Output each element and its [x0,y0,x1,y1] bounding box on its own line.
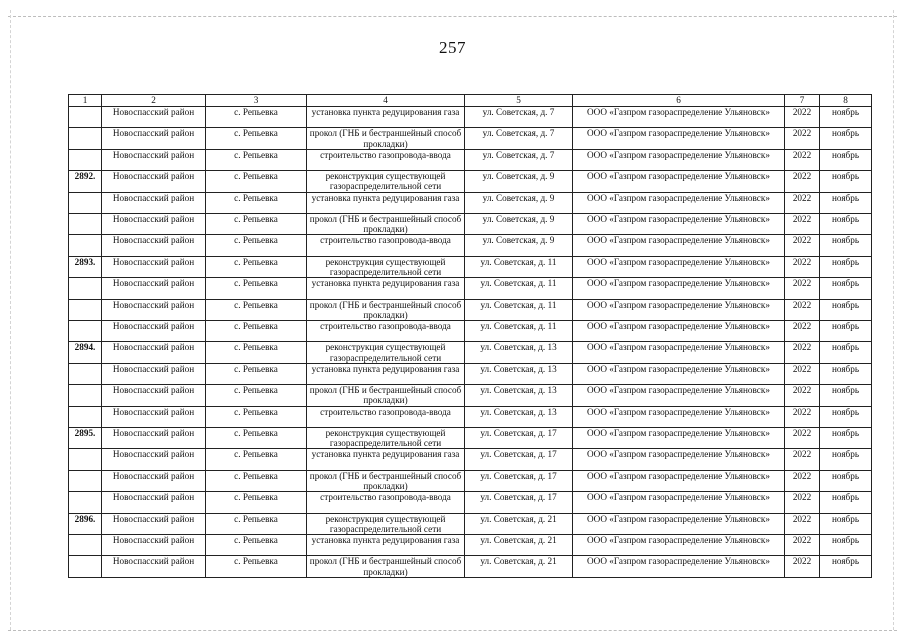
district-cell: Новоспасский район [102,192,206,213]
district-cell: Новоспасский район [102,449,206,470]
table-row [69,449,872,470]
district-cell: Новоспасский район [102,534,206,555]
settlement-cell: с. Репьевка [206,470,307,491]
work-type-cell: установка пункта редуцирования газа [307,363,465,384]
address-cell: ул. Советская, д. 21 [465,534,573,555]
month-cell: ноябрь [820,342,872,363]
organization-cell: ООО «Газпром газораспределение Ульяновск» [573,128,785,149]
work-type-cell: прокол (ГНБ и бестраншейный способ прокладки) [307,556,465,577]
work-type-cell: прокол (ГНБ и бестраншейный способ прокладки) [307,470,465,491]
table-row [69,149,872,170]
address-cell: ул. Советская, д. 11 [465,278,573,299]
row-number: 2896. [69,513,102,534]
year-cell: 2022 [785,427,820,448]
work-type-cell: установка пункта редуцирования газа [307,449,465,470]
month-cell: ноябрь [820,213,872,234]
table-row [69,342,872,363]
year-cell: 2022 [785,256,820,277]
year-cell: 2022 [785,556,820,577]
settlement-cell: с. Репьевка [206,213,307,234]
district-cell: Новоспасский район [102,406,206,427]
year-cell: 2022 [785,128,820,149]
table-row [69,320,872,341]
work-type-cell: строительство газопровода-ввода [307,235,465,256]
organization-cell: ООО «Газпром газораспределение Ульяновск» [573,320,785,341]
address-cell: ул. Советская, д. 13 [465,385,573,406]
organization-cell: ООО «Газпром газораспределение Ульяновск» [573,299,785,320]
settlement-cell: с. Репьевка [206,385,307,406]
table-row [69,534,872,555]
settlement-cell: с. Репьевка [206,342,307,363]
district-cell: Новоспасский район [102,171,206,192]
settlement-cell: с. Репьевка [206,192,307,213]
organization-cell: ООО «Газпром газораспределение Ульяновск» [573,385,785,406]
table-row [69,470,872,491]
address-cell: ул. Советская, д. 13 [465,406,573,427]
row-number: 2895. [69,427,102,448]
address-cell: ул. Советская, д. 11 [465,299,573,320]
settlement-cell: с. Репьевка [206,299,307,320]
settlement-cell: с. Репьевка [206,256,307,277]
page-number: 257 [439,38,466,57]
month-cell: ноябрь [820,513,872,534]
row-number [69,299,102,320]
organization-cell: ООО «Газпром газораспределение Ульяновск» [573,470,785,491]
row-number [69,235,102,256]
work-type-cell: реконструкция существующей газораспределительной сети [307,171,465,192]
district-cell: Новоспасский район [102,149,206,170]
settlement-cell: с. Репьевка [206,320,307,341]
month-cell: ноябрь [820,171,872,192]
row-number: 2892. [69,171,102,192]
work-type-cell: прокол (ГНБ и бестраншейный способ прокладки) [307,385,465,406]
year-cell: 2022 [785,320,820,341]
district-cell: Новоспасский район [102,492,206,513]
year-cell: 2022 [785,192,820,213]
organization-cell: ООО «Газпром газораспределение Ульяновск» [573,235,785,256]
district-cell: Новоспасский район [102,513,206,534]
year-cell: 2022 [785,470,820,491]
organization-cell: ООО «Газпром газораспределение Ульяновск» [573,213,785,234]
table-row [69,256,872,277]
row-number [69,213,102,234]
month-cell: ноябрь [820,128,872,149]
settlement-cell: с. Репьевка [206,235,307,256]
month-cell: ноябрь [820,278,872,299]
row-number [69,385,102,406]
work-type-cell: реконструкция существующей газораспределительной сети [307,427,465,448]
district-cell: Новоспасский район [102,128,206,149]
district-cell: Новоспасский район [102,342,206,363]
month-cell: ноябрь [820,192,872,213]
organization-cell: ООО «Газпром газораспределение Ульяновск» [573,149,785,170]
year-cell: 2022 [785,342,820,363]
month-cell: ноябрь [820,363,872,384]
district-cell: Новоспасский район [102,213,206,234]
settlement-cell: с. Репьевка [206,278,307,299]
year-cell: 2022 [785,235,820,256]
work-type-cell: прокол (ГНБ и бестраншейный способ прокладки) [307,299,465,320]
month-cell: ноябрь [820,320,872,341]
year-cell: 2022 [785,385,820,406]
year-cell: 2022 [785,534,820,555]
table-header-row [69,95,872,107]
address-cell: ул. Советская, д. 17 [465,449,573,470]
table-row [69,192,872,213]
organization-cell: ООО «Газпром газораспределение Ульяновск» [573,278,785,299]
settlement-cell: с. Репьевка [206,128,307,149]
settlement-cell: с. Репьевка [206,513,307,534]
table-row [69,427,872,448]
district-cell: Новоспасский район [102,278,206,299]
month-cell: ноябрь [820,556,872,577]
work-type-cell: установка пункта редуцирования газа [307,192,465,213]
row-number [69,470,102,491]
table-row [69,107,872,128]
row-number: 2894. [69,342,102,363]
address-cell: ул. Советская, д. 13 [465,342,573,363]
district-cell: Новоспасский район [102,235,206,256]
address-cell: ул. Советская, д. 9 [465,235,573,256]
organization-cell: ООО «Газпром газораспределение Ульяновск» [573,427,785,448]
month-cell: ноябрь [820,149,872,170]
settlement-cell: с. Репьевка [206,556,307,577]
row-number [69,192,102,213]
month-cell: ноябрь [820,299,872,320]
organization-cell: ООО «Газпром газораспределение Ульяновск» [573,556,785,577]
organization-cell: ООО «Газпром газораспределение Ульяновск» [573,513,785,534]
registry-table [68,94,872,578]
table-body [69,107,872,578]
month-cell: ноябрь [820,256,872,277]
organization-cell: ООО «Газпром газораспределение Ульяновск» [573,342,785,363]
month-cell: ноябрь [820,427,872,448]
row-number [69,278,102,299]
year-cell: 2022 [785,149,820,170]
district-cell: Новоспасский район [102,556,206,577]
column-header-4: 4 [307,95,465,107]
address-cell: ул. Советская, д. 9 [465,171,573,192]
column-header-8: 8 [820,95,872,107]
scan-edge-right [893,10,894,630]
column-header-6: 6 [573,95,785,107]
month-cell: ноябрь [820,449,872,470]
organization-cell: ООО «Газпром газораспределение Ульяновск» [573,171,785,192]
row-number [69,128,102,149]
year-cell: 2022 [785,213,820,234]
year-cell: 2022 [785,299,820,320]
year-cell: 2022 [785,171,820,192]
table-row [69,406,872,427]
settlement-cell: с. Репьевка [206,449,307,470]
address-cell: ул. Советская, д. 9 [465,192,573,213]
table-row [69,385,872,406]
settlement-cell: с. Репьевка [206,492,307,513]
organization-cell: ООО «Газпром газораспределение Ульяновск» [573,449,785,470]
row-number [69,556,102,577]
district-cell: Новоспасский район [102,299,206,320]
table-row [69,278,872,299]
organization-cell: ООО «Газпром газораспределение Ульяновск» [573,363,785,384]
scan-edge-bottom [8,630,897,631]
settlement-cell: с. Репьевка [206,427,307,448]
district-cell: Новоспасский район [102,256,206,277]
row-number [69,449,102,470]
year-cell: 2022 [785,449,820,470]
organization-cell: ООО «Газпром газораспределение Ульяновск» [573,107,785,128]
row-number [69,320,102,341]
table-row [69,213,872,234]
month-cell: ноябрь [820,534,872,555]
district-cell: Новоспасский район [102,363,206,384]
month-cell: ноябрь [820,385,872,406]
column-header-5: 5 [465,95,573,107]
organization-cell: ООО «Газпром газораспределение Ульяновск» [573,406,785,427]
settlement-cell: с. Репьевка [206,149,307,170]
column-header-2: 2 [102,95,206,107]
address-cell: ул. Советская, д. 9 [465,213,573,234]
table-row [69,363,872,384]
work-type-cell: прокол (ГНБ и бестраншейный способ прокладки) [307,213,465,234]
district-cell: Новоспасский район [102,427,206,448]
column-header-3: 3 [206,95,307,107]
year-cell: 2022 [785,513,820,534]
table-row [69,492,872,513]
address-cell: ул. Советская, д. 13 [465,363,573,384]
year-cell: 2022 [785,492,820,513]
month-cell: ноябрь [820,235,872,256]
row-number [69,363,102,384]
settlement-cell: с. Репьевка [206,534,307,555]
work-type-cell: установка пункта редуцирования газа [307,534,465,555]
table-row [69,299,872,320]
district-cell: Новоспасский район [102,320,206,341]
scan-edge-left [10,10,11,630]
district-cell: Новоспасский район [102,385,206,406]
address-cell: ул. Советская, д. 21 [465,513,573,534]
table-row [69,128,872,149]
address-cell: ул. Советская, д. 7 [465,107,573,128]
work-type-cell: строительство газопровода-ввода [307,492,465,513]
address-cell: ул. Советская, д. 21 [465,556,573,577]
organization-cell: ООО «Газпром газораспределение Ульяновск» [573,192,785,213]
work-type-cell: строительство газопровода-ввода [307,406,465,427]
month-cell: ноябрь [820,107,872,128]
address-cell: ул. Советская, д. 11 [465,320,573,341]
address-cell: ул. Советская, д. 7 [465,128,573,149]
organization-cell: ООО «Газпром газораспределение Ульяновск» [573,492,785,513]
year-cell: 2022 [785,278,820,299]
scan-edge-top [8,16,897,17]
district-cell: Новоспасский район [102,470,206,491]
settlement-cell: с. Репьевка [206,107,307,128]
address-cell: ул. Советская, д. 11 [465,256,573,277]
year-cell: 2022 [785,363,820,384]
settlement-cell: с. Репьевка [206,171,307,192]
work-type-cell: установка пункта редуцирования газа [307,107,465,128]
work-type-cell: реконструкция существующей газораспределительной сети [307,342,465,363]
row-number [69,149,102,170]
table-row [69,171,872,192]
month-cell: ноябрь [820,492,872,513]
row-number [69,534,102,555]
settlement-cell: с. Репьевка [206,406,307,427]
row-number [69,492,102,513]
column-header-1: 1 [69,95,102,107]
organization-cell: ООО «Газпром газораспределение Ульяновск» [573,256,785,277]
address-cell: ул. Советская, д. 7 [465,149,573,170]
work-type-cell: установка пункта редуцирования газа [307,278,465,299]
work-type-cell: строительство газопровода-ввода [307,149,465,170]
row-number [69,406,102,427]
table-row [69,235,872,256]
district-cell: Новоспасский район [102,107,206,128]
table-row [69,556,872,577]
row-number: 2893. [69,256,102,277]
month-cell: ноябрь [820,470,872,491]
year-cell: 2022 [785,406,820,427]
month-cell: ноябрь [820,406,872,427]
address-cell: ул. Советская, д. 17 [465,470,573,491]
settlement-cell: с. Репьевка [206,363,307,384]
column-header-7: 7 [785,95,820,107]
work-type-cell: прокол (ГНБ и бестраншейный способ прокладки) [307,128,465,149]
year-cell: 2022 [785,107,820,128]
address-cell: ул. Советская, д. 17 [465,492,573,513]
organization-cell: ООО «Газпром газораспределение Ульяновск» [573,534,785,555]
address-cell: ул. Советская, д. 17 [465,427,573,448]
table-row [69,513,872,534]
work-type-cell: реконструкция существующей газораспределительной сети [307,256,465,277]
work-type-cell: реконструкция существующей газораспределительной сети [307,513,465,534]
work-type-cell: строительство газопровода-ввода [307,320,465,341]
row-number [69,107,102,128]
